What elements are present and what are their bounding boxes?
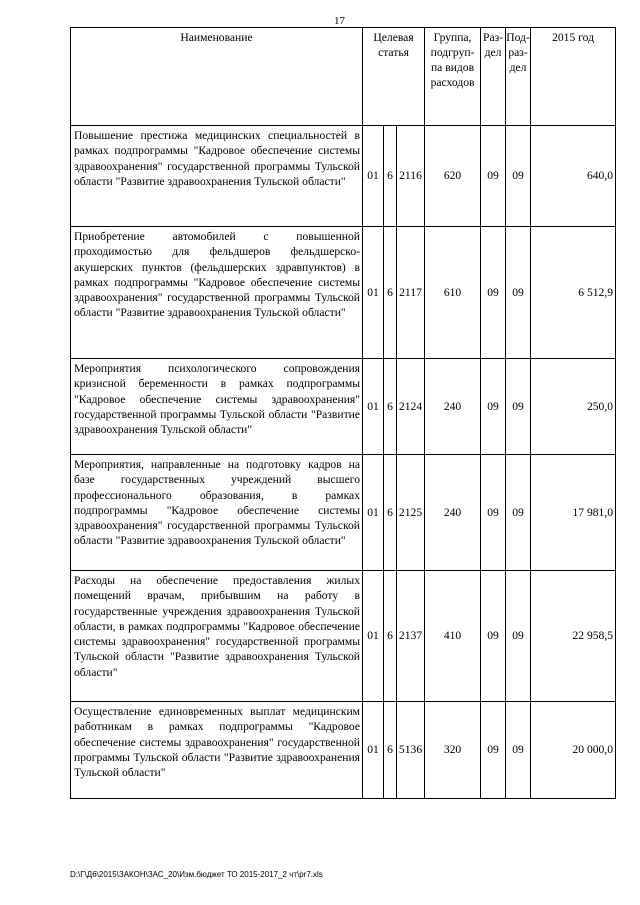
row-section: 09 (481, 571, 506, 702)
row-group: 610 (425, 227, 481, 359)
table-row (71, 702, 616, 799)
row-subsection: 09 (506, 359, 531, 455)
row-section: 09 (481, 702, 506, 799)
table-row (71, 227, 616, 359)
row-amount: 20 000,0 (531, 702, 616, 799)
row-code2: 6 (384, 455, 397, 571)
row-subsection: 09 (506, 126, 531, 227)
row-subsection: 09 (506, 702, 531, 799)
row-code2: 6 (384, 227, 397, 359)
row-code3: 2116 (397, 126, 425, 227)
row-section: 09 (481, 126, 506, 227)
table-row (71, 455, 616, 571)
budget-table (70, 27, 616, 799)
row-group: 240 (425, 359, 481, 455)
table-row (71, 359, 616, 455)
row-subsection: 09 (506, 455, 531, 571)
row-code3: 2124 (397, 359, 425, 455)
row-code3: 5136 (397, 702, 425, 799)
row-section: 09 (481, 455, 506, 571)
file-path-footer: D:\Г\Д6\2015\ЗАКОН\ЗАС_20\Изм.бюджет ТО 2015-2017_2 чт\pr7.xls (70, 870, 323, 879)
row-code1: 01 (363, 702, 384, 799)
header-name: Наименование (71, 28, 363, 126)
row-group: 320 (425, 702, 481, 799)
row-code1: 01 (363, 359, 384, 455)
row-section: 09 (481, 227, 506, 359)
header-row (71, 28, 616, 126)
header-target-article: Целевая статья (363, 28, 425, 126)
row-code3: 2125 (397, 455, 425, 571)
table-row (71, 126, 616, 227)
row-code1: 01 (363, 571, 384, 702)
row-code3: 2137 (397, 571, 425, 702)
row-group: 240 (425, 455, 481, 571)
row-amount: 6 512,9 (531, 227, 616, 359)
row-code1: 01 (363, 126, 384, 227)
row-code2: 6 (384, 359, 397, 455)
row-name: Повышение престижа медицинских специальностей в рамках подпрограммы "Кадровое обеспечение системы здравоохранения" государственной программы Тульской области "Развитие здравоохранения Тульской области" (71, 126, 363, 227)
row-code2: 6 (384, 702, 397, 799)
row-subsection: 09 (506, 571, 531, 702)
page-number: 17 (334, 15, 345, 27)
row-amount: 17 981,0 (531, 455, 616, 571)
row-name: Мероприятия, направленные на подготовку кадров на базе государственных учреждений высшего профессионального образования, в рамках подпрограммы "Кадровое обеспечение системы здравоохранения" государственной программы Тульской области "Развитие здравоохранения Тульской области" (71, 455, 363, 571)
table-row (71, 571, 616, 702)
header-expense-group: Группа, подгруп-па видов расходов (425, 28, 481, 126)
row-code2: 6 (384, 571, 397, 702)
header-section: Раз-дел (481, 28, 506, 126)
row-code3: 2117 (397, 227, 425, 359)
row-name: Осуществление единовременных выплат медицинским работникам в рамках подпрограммы "Кадровое обеспечение системы здравоохранения" государственной программы Тульской области "Развитие здравоохранения Тульской области" (71, 702, 363, 799)
row-group: 410 (425, 571, 481, 702)
row-code1: 01 (363, 455, 384, 571)
row-code1: 01 (363, 227, 384, 359)
header-year: 2015 год (531, 28, 616, 126)
row-group: 620 (425, 126, 481, 227)
row-name: Приобретение автомобилей с повышенной проходимостью для фельдшеров фельдшерско-акушерских пунктов (фельдшерских здравпунктов) в рамках подпрограммы "Кадровое обеспечение системы здравоохранения" государственной программы Тульской области "Развитие здравоохранения Тульской области" (71, 227, 363, 359)
row-code2: 6 (384, 126, 397, 227)
row-amount: 640,0 (531, 126, 616, 227)
row-amount: 250,0 (531, 359, 616, 455)
header-subsection: Под-раз-дел (506, 28, 531, 126)
row-name: Расходы на обеспечение предоставления жилых помещений врачам, прибывшим на работу в государственные учреждения здравоохранения Тульской области, в рамках подпрограммы "Кадровое обеспечение системы здравоохранения" государственной программы Тульской области "Развитие здравоохранения Тульской области" (71, 571, 363, 702)
row-name: Мероприятия психологического сопровождения кризисной беременности в рамках подпрограммы "Кадровое обеспечение системы здравоохранения" государственной программы Тульской области "Развитие здравоохранения Тульской области" (71, 359, 363, 455)
row-subsection: 09 (506, 227, 531, 359)
row-amount: 22 958,5 (531, 571, 616, 702)
row-section: 09 (481, 359, 506, 455)
